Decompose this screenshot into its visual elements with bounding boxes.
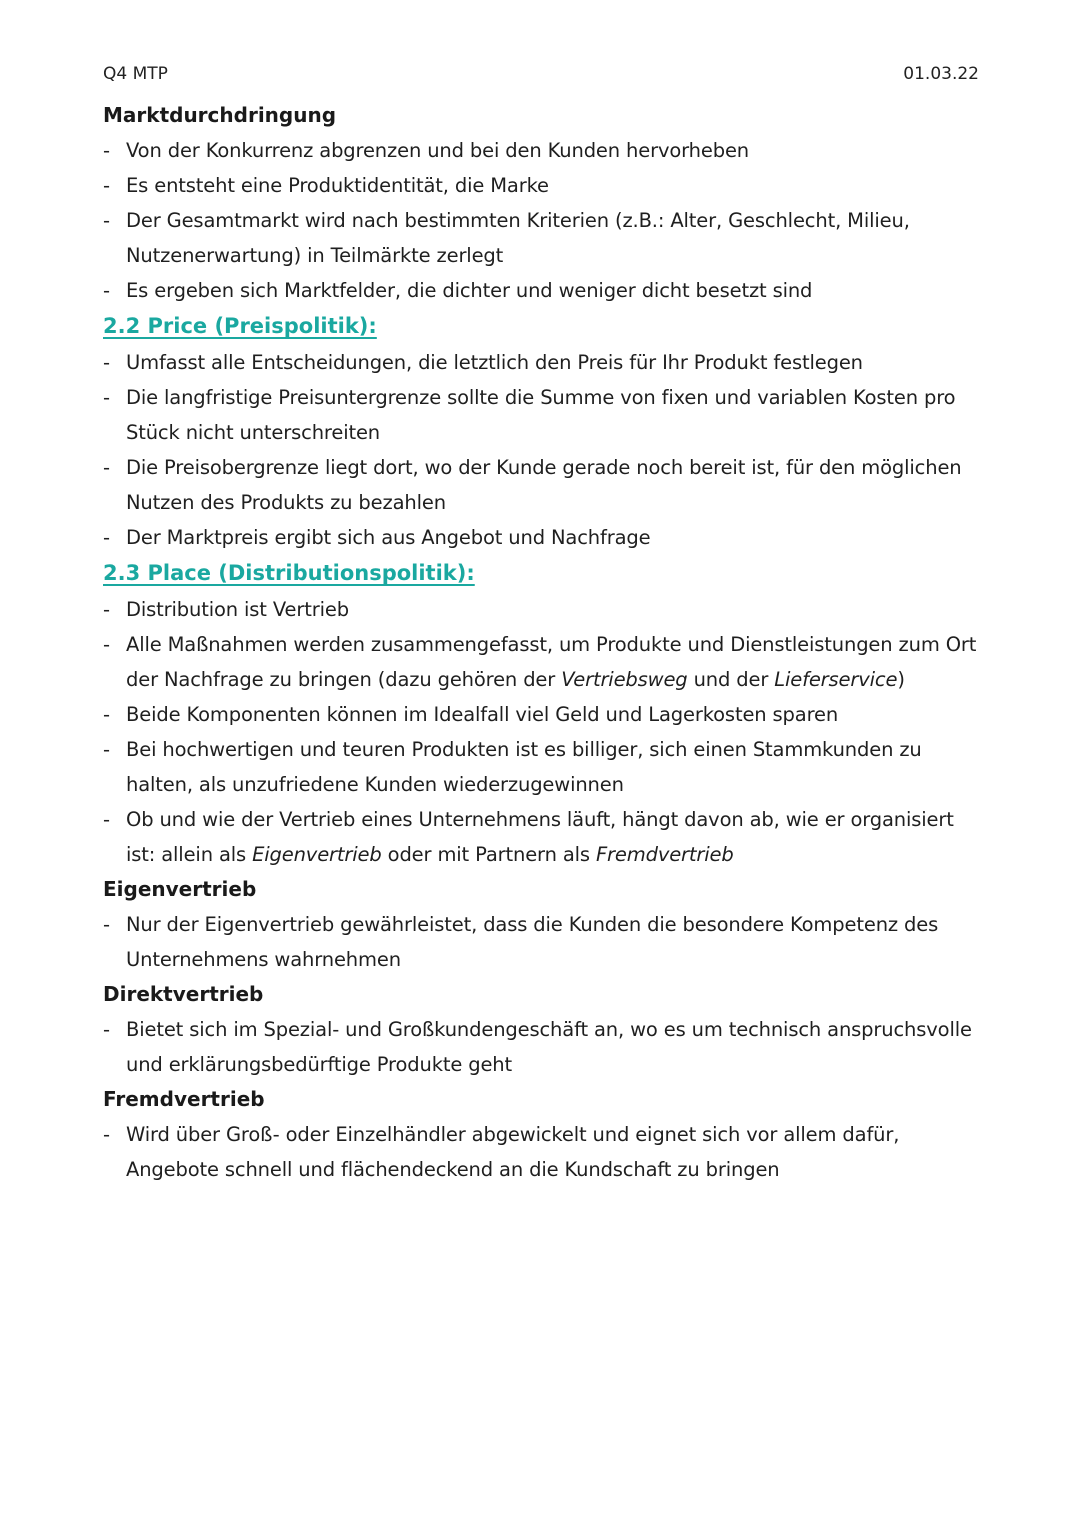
text-run: )	[897, 668, 905, 691]
list-item	[103, 450, 979, 520]
list-item	[103, 732, 979, 802]
text-run: Distribution ist Vertrieb	[126, 598, 349, 621]
list-item	[103, 907, 979, 977]
section-title: 2.2 Price (Preispolitik):	[103, 314, 377, 338]
list-item	[103, 380, 979, 450]
list-item	[103, 802, 979, 872]
text-run: Ob und wie der Vertrieb eines Unternehmens läuft, hängt davon ab, wie er organisiert ist: allein als	[126, 808, 954, 866]
subheading: Marktdurchdringung	[103, 103, 337, 127]
header-date: 01.03.22	[903, 64, 979, 84]
bullet-list	[103, 133, 979, 308]
text-run: Wird über Groß- oder Einzelhändler abgewickelt und eignet sich vor allem dafür, Angebote schnell und flächendeckend an die Kundschaft zu bringen	[126, 1123, 900, 1181]
text-run: oder mit Partnern als	[381, 843, 596, 866]
list-item	[103, 1117, 979, 1187]
page-header	[103, 64, 979, 92]
bullet-list	[103, 1012, 979, 1082]
list-item	[103, 273, 979, 308]
emphasized-text: Fremdvertrieb	[595, 843, 734, 866]
list-item	[103, 133, 979, 168]
subheading: Eigenvertrieb	[103, 877, 257, 901]
list-item	[103, 168, 979, 203]
document-page	[103, 64, 979, 1187]
text-run: Alle Maßnahmen werden zusammengefasst, um Produkte und Dienstleistungen zum Ort der Nachfrage zu bringen (dazu gehören der	[126, 633, 977, 691]
list-item	[103, 345, 979, 380]
text-run: Der Gesamtmarkt wird nach bestimmten Kriterien (z.B.: Alter, Geschlecht, Milieu, Nutzenerwartung) in Teilmärkte zerlegt	[126, 209, 910, 267]
text-run: Es ergeben sich Marktfelder, die dichter und weniger dicht besetzt sind	[126, 279, 813, 302]
text-run: Umfasst alle Entscheidungen, die letztlich den Preis für Ihr Produkt festlegen	[126, 351, 863, 374]
bullet-list	[103, 592, 979, 872]
bullet-list	[103, 345, 979, 555]
list-item	[103, 1012, 979, 1082]
text-run: Der Marktpreis ergibt sich aus Angebot und Nachfrage	[126, 526, 651, 549]
bullet-list	[103, 1117, 979, 1187]
document-content	[103, 98, 979, 1187]
list-item	[103, 697, 979, 732]
emphasized-text: Eigenvertrieb	[252, 843, 382, 866]
list-item	[103, 520, 979, 555]
bullet-list	[103, 907, 979, 977]
emphasized-text: Vertriebsweg	[561, 668, 688, 691]
text-run: Die langfristige Preisuntergrenze sollte die Summe von fixen und variablen Kosten pro Stück nicht unterschreiten	[126, 386, 956, 444]
list-item	[103, 592, 979, 627]
list-item	[103, 203, 979, 273]
subheading: Fremdvertrieb	[103, 1087, 265, 1111]
header-course: Q4 MTP	[103, 64, 168, 84]
text-run: Bietet sich im Spezial- und Großkundengeschäft an, wo es um technisch anspruchsvolle und erklärungsbedürftige Produkte geht	[126, 1018, 972, 1076]
text-run: Beide Komponenten können im Idealfall viel Geld und Lagerkosten sparen	[126, 703, 839, 726]
subheading: Direktvertrieb	[103, 982, 264, 1006]
text-run: Es entsteht eine Produktidentität, die Marke	[126, 174, 549, 197]
text-run: Von der Konkurrenz abgrenzen und bei den Kunden hervorheben	[126, 139, 749, 162]
section-title: 2.3 Place (Distributionspolitik):	[103, 561, 475, 585]
text-run: Nur der Eigenvertrieb gewährleistet, dass die Kunden die besondere Kompetenz des Unternehmens wahrnehmen	[126, 913, 939, 971]
text-run: Die Preisobergrenze liegt dort, wo der Kunde gerade noch bereit ist, für den möglichen Nutzen des Produkts zu bezahlen	[126, 456, 962, 514]
list-item	[103, 627, 979, 697]
text-run: Bei hochwertigen und teuren Produkten ist es billiger, sich einen Stammkunden zu halten, als unzufriedene Kunden wiederzugewinnen	[126, 738, 922, 796]
text-run: und der	[687, 668, 775, 691]
emphasized-text: Lieferservice	[774, 668, 898, 691]
